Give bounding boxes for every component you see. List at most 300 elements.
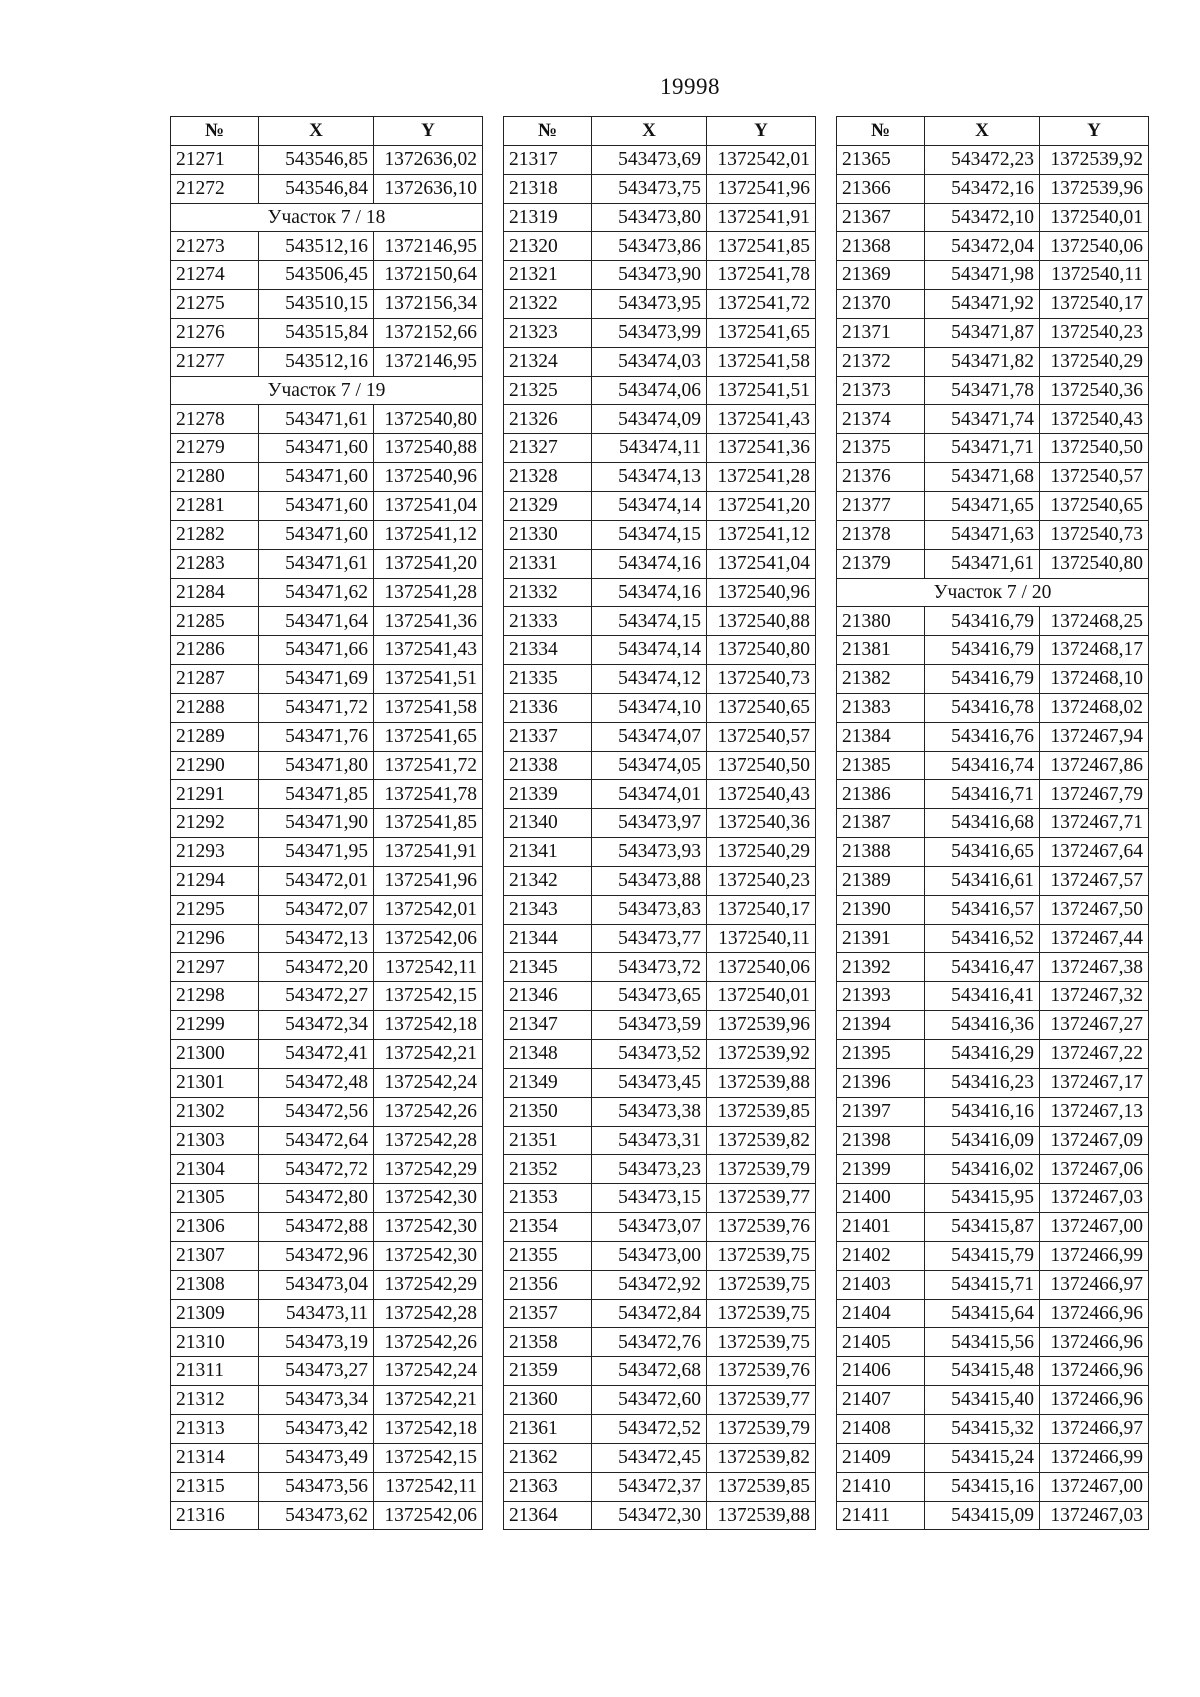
point-number-cell: 21363 [504,1472,592,1501]
x-coordinate-cell: 543472,23 [925,145,1040,174]
x-coordinate-cell: 543415,87 [925,1213,1040,1242]
point-number-cell: 21288 [171,693,259,722]
y-coordinate-cell: 1372539,75 [707,1241,816,1270]
x-coordinate-cell: 543473,80 [592,203,707,232]
table-row [837,520,1149,549]
coordinates-table-2 [503,116,816,1530]
y-coordinate-cell: 1372541,43 [374,636,483,665]
x-coordinate-cell: 543512,16 [259,347,374,376]
y-coordinate-cell: 1372466,99 [1040,1443,1149,1472]
table-row [171,1155,483,1184]
x-coordinate-cell: 543474,16 [592,578,707,607]
table-row [504,1155,816,1184]
point-number-cell: 21399 [837,1155,925,1184]
table-row [504,376,816,405]
point-number-cell: 21407 [837,1386,925,1415]
x-coordinate-cell: 543416,02 [925,1155,1040,1184]
x-coordinate-cell: 543416,29 [925,1040,1040,1069]
point-number-cell: 21409 [837,1443,925,1472]
y-coordinate-cell: 1372466,97 [1040,1270,1149,1299]
point-number-cell: 21360 [504,1386,592,1415]
point-number-cell: 21279 [171,434,259,463]
y-coordinate-cell: 1372540,80 [707,636,816,665]
table-row [504,491,816,520]
table-row [504,1126,816,1155]
table-row [504,1011,816,1040]
table-row [171,982,483,1011]
point-number-cell: 21324 [504,347,592,376]
y-coordinate-cell: 1372541,20 [374,549,483,578]
y-coordinate-cell: 1372541,04 [707,549,816,578]
point-number-cell: 21389 [837,866,925,895]
x-coordinate-cell: 543415,48 [925,1357,1040,1386]
point-number-cell: 21296 [171,924,259,953]
point-number-cell: 21298 [171,982,259,1011]
y-coordinate-cell: 1372540,29 [1040,347,1149,376]
y-coordinate-cell: 1372542,30 [374,1184,483,1213]
point-number-cell: 21333 [504,607,592,636]
table-row [504,895,816,924]
point-number-cell: 21307 [171,1241,259,1270]
y-coordinate-cell: 1372541,65 [374,722,483,751]
point-number-cell: 21297 [171,953,259,982]
point-number-cell: 21315 [171,1472,259,1501]
point-number-cell: 21378 [837,520,925,549]
table-row [837,866,1149,895]
x-coordinate-cell: 543415,09 [925,1501,1040,1530]
point-number-cell: 21276 [171,318,259,347]
point-number-cell: 21336 [504,693,592,722]
x-coordinate-cell: 543471,61 [259,549,374,578]
table-row [504,924,816,953]
table-row [504,1213,816,1242]
y-coordinate-cell: 1372539,82 [707,1443,816,1472]
table-row [837,1126,1149,1155]
table-row [837,261,1149,290]
point-number-cell: 21282 [171,520,259,549]
y-coordinate-cell: 1372540,36 [1040,376,1149,405]
point-number-cell: 21311 [171,1357,259,1386]
point-number-cell: 21316 [171,1501,259,1530]
x-coordinate-cell: 543472,16 [925,174,1040,203]
x-coordinate-cell: 543471,69 [259,665,374,694]
y-coordinate-cell: 1372540,17 [707,895,816,924]
x-coordinate-cell: 543472,04 [925,232,1040,261]
x-coordinate-cell: 543416,52 [925,924,1040,953]
y-coordinate-cell: 1372541,12 [374,520,483,549]
point-number-cell: 21353 [504,1184,592,1213]
point-number-cell: 21361 [504,1414,592,1443]
point-number-cell: 21319 [504,203,592,232]
x-coordinate-cell: 543415,71 [925,1270,1040,1299]
y-coordinate-cell: 1372541,51 [374,665,483,694]
y-coordinate-cell: 1372542,18 [374,1011,483,1040]
y-coordinate-cell: 1372540,50 [707,751,816,780]
section-title: Участок 7 / 20 [837,578,1149,607]
y-coordinate-cell: 1372466,99 [1040,1241,1149,1270]
table-row [171,1184,483,1213]
x-coordinate-cell: 543415,95 [925,1184,1040,1213]
x-coordinate-cell: 543472,27 [259,982,374,1011]
point-number-cell: 21402 [837,1241,925,1270]
point-number-cell: 21369 [837,261,925,290]
x-coordinate-cell: 543474,16 [592,549,707,578]
y-coordinate-cell: 1372467,44 [1040,924,1149,953]
x-coordinate-cell: 543472,13 [259,924,374,953]
point-number-cell: 21278 [171,405,259,434]
point-number-cell: 21383 [837,693,925,722]
x-coordinate-cell: 543546,84 [259,174,374,203]
table-row [504,405,816,434]
x-coordinate-cell: 543472,10 [925,203,1040,232]
table-row [504,1040,816,1069]
y-coordinate-cell: 1372540,73 [1040,520,1149,549]
y-coordinate-cell: 1372542,15 [374,982,483,1011]
point-number-cell: 21321 [504,261,592,290]
table-row [837,1097,1149,1126]
x-coordinate-cell: 543472,56 [259,1097,374,1126]
y-coordinate-cell: 1372150,64 [374,261,483,290]
y-coordinate-cell: 1372467,22 [1040,1040,1149,1069]
y-coordinate-cell: 1372542,26 [374,1328,483,1357]
point-number-cell: 21313 [171,1414,259,1443]
table-row [837,838,1149,867]
y-coordinate-cell: 1372467,00 [1040,1213,1149,1242]
point-number-cell: 21342 [504,866,592,895]
table-row [504,318,816,347]
table-row [837,1011,1149,1040]
x-coordinate-cell: 543471,65 [925,491,1040,520]
header-row [504,117,816,146]
point-number-cell: 21372 [837,347,925,376]
table-row [171,693,483,722]
table-row [504,232,816,261]
y-coordinate-cell: 1372467,27 [1040,1011,1149,1040]
point-number-cell: 21299 [171,1011,259,1040]
point-number-cell: 21283 [171,549,259,578]
point-number-cell: 21358 [504,1328,592,1357]
y-coordinate-cell: 1372146,95 [374,232,483,261]
x-coordinate-cell: 543474,10 [592,693,707,722]
y-coordinate-cell: 1372540,80 [1040,549,1149,578]
point-number-cell: 21291 [171,780,259,809]
table-row [171,1328,483,1357]
x-coordinate-cell: 543473,04 [259,1270,374,1299]
point-number-cell: 21362 [504,1443,592,1472]
table-row [504,1184,816,1213]
table-row [504,1299,816,1328]
x-coordinate-cell: 543473,62 [259,1501,374,1530]
point-number-cell: 21400 [837,1184,925,1213]
y-coordinate-cell: 1372542,29 [374,1155,483,1184]
y-coordinate-cell: 1372467,00 [1040,1472,1149,1501]
point-number-cell: 21274 [171,261,259,290]
point-number-cell: 21344 [504,924,592,953]
table-row [171,1213,483,1242]
table-row [837,491,1149,520]
x-coordinate-cell: 543471,62 [259,578,374,607]
point-number-cell: 21367 [837,203,925,232]
y-coordinate-cell: 1372467,64 [1040,838,1149,867]
table-row [837,1184,1149,1213]
y-coordinate-cell: 1372539,77 [707,1386,816,1415]
point-number-cell: 21314 [171,1443,259,1472]
x-coordinate-cell: 543473,07 [592,1213,707,1242]
point-number-cell: 21352 [504,1155,592,1184]
y-coordinate-cell: 1372467,03 [1040,1184,1149,1213]
point-number-cell: 21359 [504,1357,592,1386]
table-row [504,1328,816,1357]
y-coordinate-cell: 1372539,85 [707,1472,816,1501]
table-row [504,607,816,636]
x-coordinate-cell: 543473,42 [259,1414,374,1443]
point-number-cell: 21280 [171,463,259,492]
y-coordinate-cell: 1372541,72 [707,290,816,319]
table-row [171,636,483,665]
y-coordinate-cell: 1372539,96 [1040,174,1149,203]
x-coordinate-cell: 543473,59 [592,1011,707,1040]
table-row [504,434,816,463]
point-number-cell: 21365 [837,145,925,174]
point-number-cell: 21293 [171,838,259,867]
y-coordinate-cell: 1372541,28 [707,463,816,492]
x-coordinate-cell: 543474,01 [592,780,707,809]
y-coordinate-cell: 1372467,17 [1040,1068,1149,1097]
point-number-cell: 21374 [837,405,925,434]
x-coordinate-cell: 543474,15 [592,520,707,549]
y-coordinate-cell: 1372468,25 [1040,607,1149,636]
point-number-cell: 21357 [504,1299,592,1328]
table-row [837,1270,1149,1299]
y-coordinate-cell: 1372152,66 [374,318,483,347]
x-coordinate-cell: 543472,34 [259,1011,374,1040]
x-coordinate-cell: 543471,68 [925,463,1040,492]
x-coordinate-cell: 543472,20 [259,953,374,982]
point-number-cell: 21323 [504,318,592,347]
y-coordinate-cell: 1372540,06 [707,953,816,982]
header-number: № [171,117,259,146]
point-number-cell: 21317 [504,145,592,174]
x-coordinate-cell: 543472,76 [592,1328,707,1357]
x-coordinate-cell: 543471,60 [259,491,374,520]
section-row [837,578,1149,607]
point-number-cell: 21391 [837,924,925,953]
x-coordinate-cell: 543474,11 [592,434,707,463]
x-coordinate-cell: 543473,90 [592,261,707,290]
y-coordinate-cell: 1372467,38 [1040,953,1149,982]
table-row [504,578,816,607]
table-row [837,1068,1149,1097]
x-coordinate-cell: 543473,77 [592,924,707,953]
x-coordinate-cell: 543472,07 [259,895,374,924]
table-row [504,261,816,290]
header-x: X [925,117,1040,146]
section-row [171,376,483,405]
x-coordinate-cell: 543473,97 [592,809,707,838]
table-row [171,866,483,895]
x-coordinate-cell: 543471,60 [259,463,374,492]
y-coordinate-cell: 1372467,71 [1040,809,1149,838]
x-coordinate-cell: 543471,87 [925,318,1040,347]
point-number-cell: 21345 [504,953,592,982]
table-row [171,1011,483,1040]
y-coordinate-cell: 1372540,01 [707,982,816,1011]
table-row [504,636,816,665]
y-coordinate-cell: 1372540,11 [1040,261,1149,290]
y-coordinate-cell: 1372468,17 [1040,636,1149,665]
x-coordinate-cell: 543473,83 [592,895,707,924]
y-coordinate-cell: 1372467,57 [1040,866,1149,895]
x-coordinate-cell: 543471,74 [925,405,1040,434]
table-row [837,376,1149,405]
x-coordinate-cell: 543474,06 [592,376,707,405]
point-number-cell: 21294 [171,866,259,895]
point-number-cell: 21385 [837,751,925,780]
table-row [837,1040,1149,1069]
y-coordinate-cell: 1372540,57 [707,722,816,751]
table-row [837,607,1149,636]
table-row [171,665,483,694]
x-coordinate-cell: 543416,78 [925,693,1040,722]
table-row [171,1097,483,1126]
table-row [171,895,483,924]
x-coordinate-cell: 543473,31 [592,1126,707,1155]
point-number-cell: 21377 [837,491,925,520]
y-coordinate-cell: 1372541,36 [374,607,483,636]
point-number-cell: 21281 [171,491,259,520]
y-coordinate-cell: 1372467,06 [1040,1155,1149,1184]
point-number-cell: 21271 [171,145,259,174]
coordinates-table-1 [170,116,483,1530]
x-coordinate-cell: 543473,23 [592,1155,707,1184]
x-coordinate-cell: 543472,92 [592,1270,707,1299]
point-number-cell: 21273 [171,232,259,261]
point-number-cell: 21287 [171,665,259,694]
table-row [837,405,1149,434]
point-number-cell: 21366 [837,174,925,203]
table-row [837,434,1149,463]
y-coordinate-cell: 1372539,76 [707,1213,816,1242]
x-coordinate-cell: 543471,60 [259,434,374,463]
table-row [837,809,1149,838]
x-coordinate-cell: 543472,41 [259,1040,374,1069]
point-number-cell: 21376 [837,463,925,492]
table-row [837,549,1149,578]
x-coordinate-cell: 543473,27 [259,1357,374,1386]
point-number-cell: 21395 [837,1040,925,1069]
table-row [171,1126,483,1155]
table-row [837,895,1149,924]
y-coordinate-cell: 1372540,23 [707,866,816,895]
point-number-cell: 21300 [171,1040,259,1069]
y-coordinate-cell: 1372542,15 [374,1443,483,1472]
x-coordinate-cell: 543415,79 [925,1241,1040,1270]
point-number-cell: 21339 [504,780,592,809]
point-number-cell: 21354 [504,1213,592,1242]
point-number-cell: 21387 [837,809,925,838]
point-number-cell: 21325 [504,376,592,405]
table-row [504,1472,816,1501]
table-row [171,722,483,751]
point-number-cell: 21396 [837,1068,925,1097]
x-coordinate-cell: 543473,72 [592,953,707,982]
y-coordinate-cell: 1372636,02 [374,145,483,174]
table-row [837,924,1149,953]
x-coordinate-cell: 543474,09 [592,405,707,434]
section-title: Участок 7 / 19 [171,376,483,405]
table-row [171,347,483,376]
y-coordinate-cell: 1372541,36 [707,434,816,463]
y-coordinate-cell: 1372466,96 [1040,1299,1149,1328]
x-coordinate-cell: 543471,85 [259,780,374,809]
point-number-cell: 21411 [837,1501,925,1530]
y-coordinate-cell: 1372542,26 [374,1097,483,1126]
table-row [504,1097,816,1126]
point-number-cell: 21295 [171,895,259,924]
point-number-cell: 21285 [171,607,259,636]
y-coordinate-cell: 1372539,92 [707,1040,816,1069]
x-coordinate-cell: 543416,57 [925,895,1040,924]
x-coordinate-cell: 543474,13 [592,463,707,492]
point-number-cell: 21303 [171,1126,259,1155]
y-coordinate-cell: 1372540,36 [707,809,816,838]
x-coordinate-cell: 543473,15 [592,1184,707,1213]
y-coordinate-cell: 1372541,78 [707,261,816,290]
x-coordinate-cell: 543471,60 [259,520,374,549]
x-coordinate-cell: 543416,16 [925,1097,1040,1126]
x-coordinate-cell: 543474,05 [592,751,707,780]
y-coordinate-cell: 1372466,96 [1040,1328,1149,1357]
y-coordinate-cell: 1372540,11 [707,924,816,953]
x-coordinate-cell: 543474,07 [592,722,707,751]
point-number-cell: 21341 [504,838,592,867]
table-row [837,318,1149,347]
x-coordinate-cell: 543472,72 [259,1155,374,1184]
x-coordinate-cell: 543473,52 [592,1040,707,1069]
y-coordinate-cell: 1372467,86 [1040,751,1149,780]
point-number-cell: 21329 [504,491,592,520]
x-coordinate-cell: 543472,48 [259,1068,374,1097]
y-coordinate-cell: 1372156,34 [374,290,483,319]
y-coordinate-cell: 1372540,65 [1040,491,1149,520]
table-row [504,520,816,549]
y-coordinate-cell: 1372466,96 [1040,1357,1149,1386]
table-row [171,1068,483,1097]
y-coordinate-cell: 1372540,17 [1040,290,1149,319]
point-number-cell: 21277 [171,347,259,376]
y-coordinate-cell: 1372468,02 [1040,693,1149,722]
table-row [504,1501,816,1530]
x-coordinate-cell: 543473,45 [592,1068,707,1097]
point-number-cell: 21381 [837,636,925,665]
x-coordinate-cell: 543416,61 [925,866,1040,895]
point-number-cell: 21375 [837,434,925,463]
section-row [171,203,483,232]
table-row [504,145,816,174]
x-coordinate-cell: 543471,63 [925,520,1040,549]
table-row [171,290,483,319]
table-row [171,232,483,261]
table-row [837,1241,1149,1270]
point-number-cell: 21286 [171,636,259,665]
y-coordinate-cell: 1372542,11 [374,953,483,982]
x-coordinate-cell: 543416,47 [925,953,1040,982]
table-row [171,1357,483,1386]
point-number-cell: 21302 [171,1097,259,1126]
point-number-cell: 21398 [837,1126,925,1155]
y-coordinate-cell: 1372466,96 [1040,1386,1149,1415]
x-coordinate-cell: 543473,65 [592,982,707,1011]
